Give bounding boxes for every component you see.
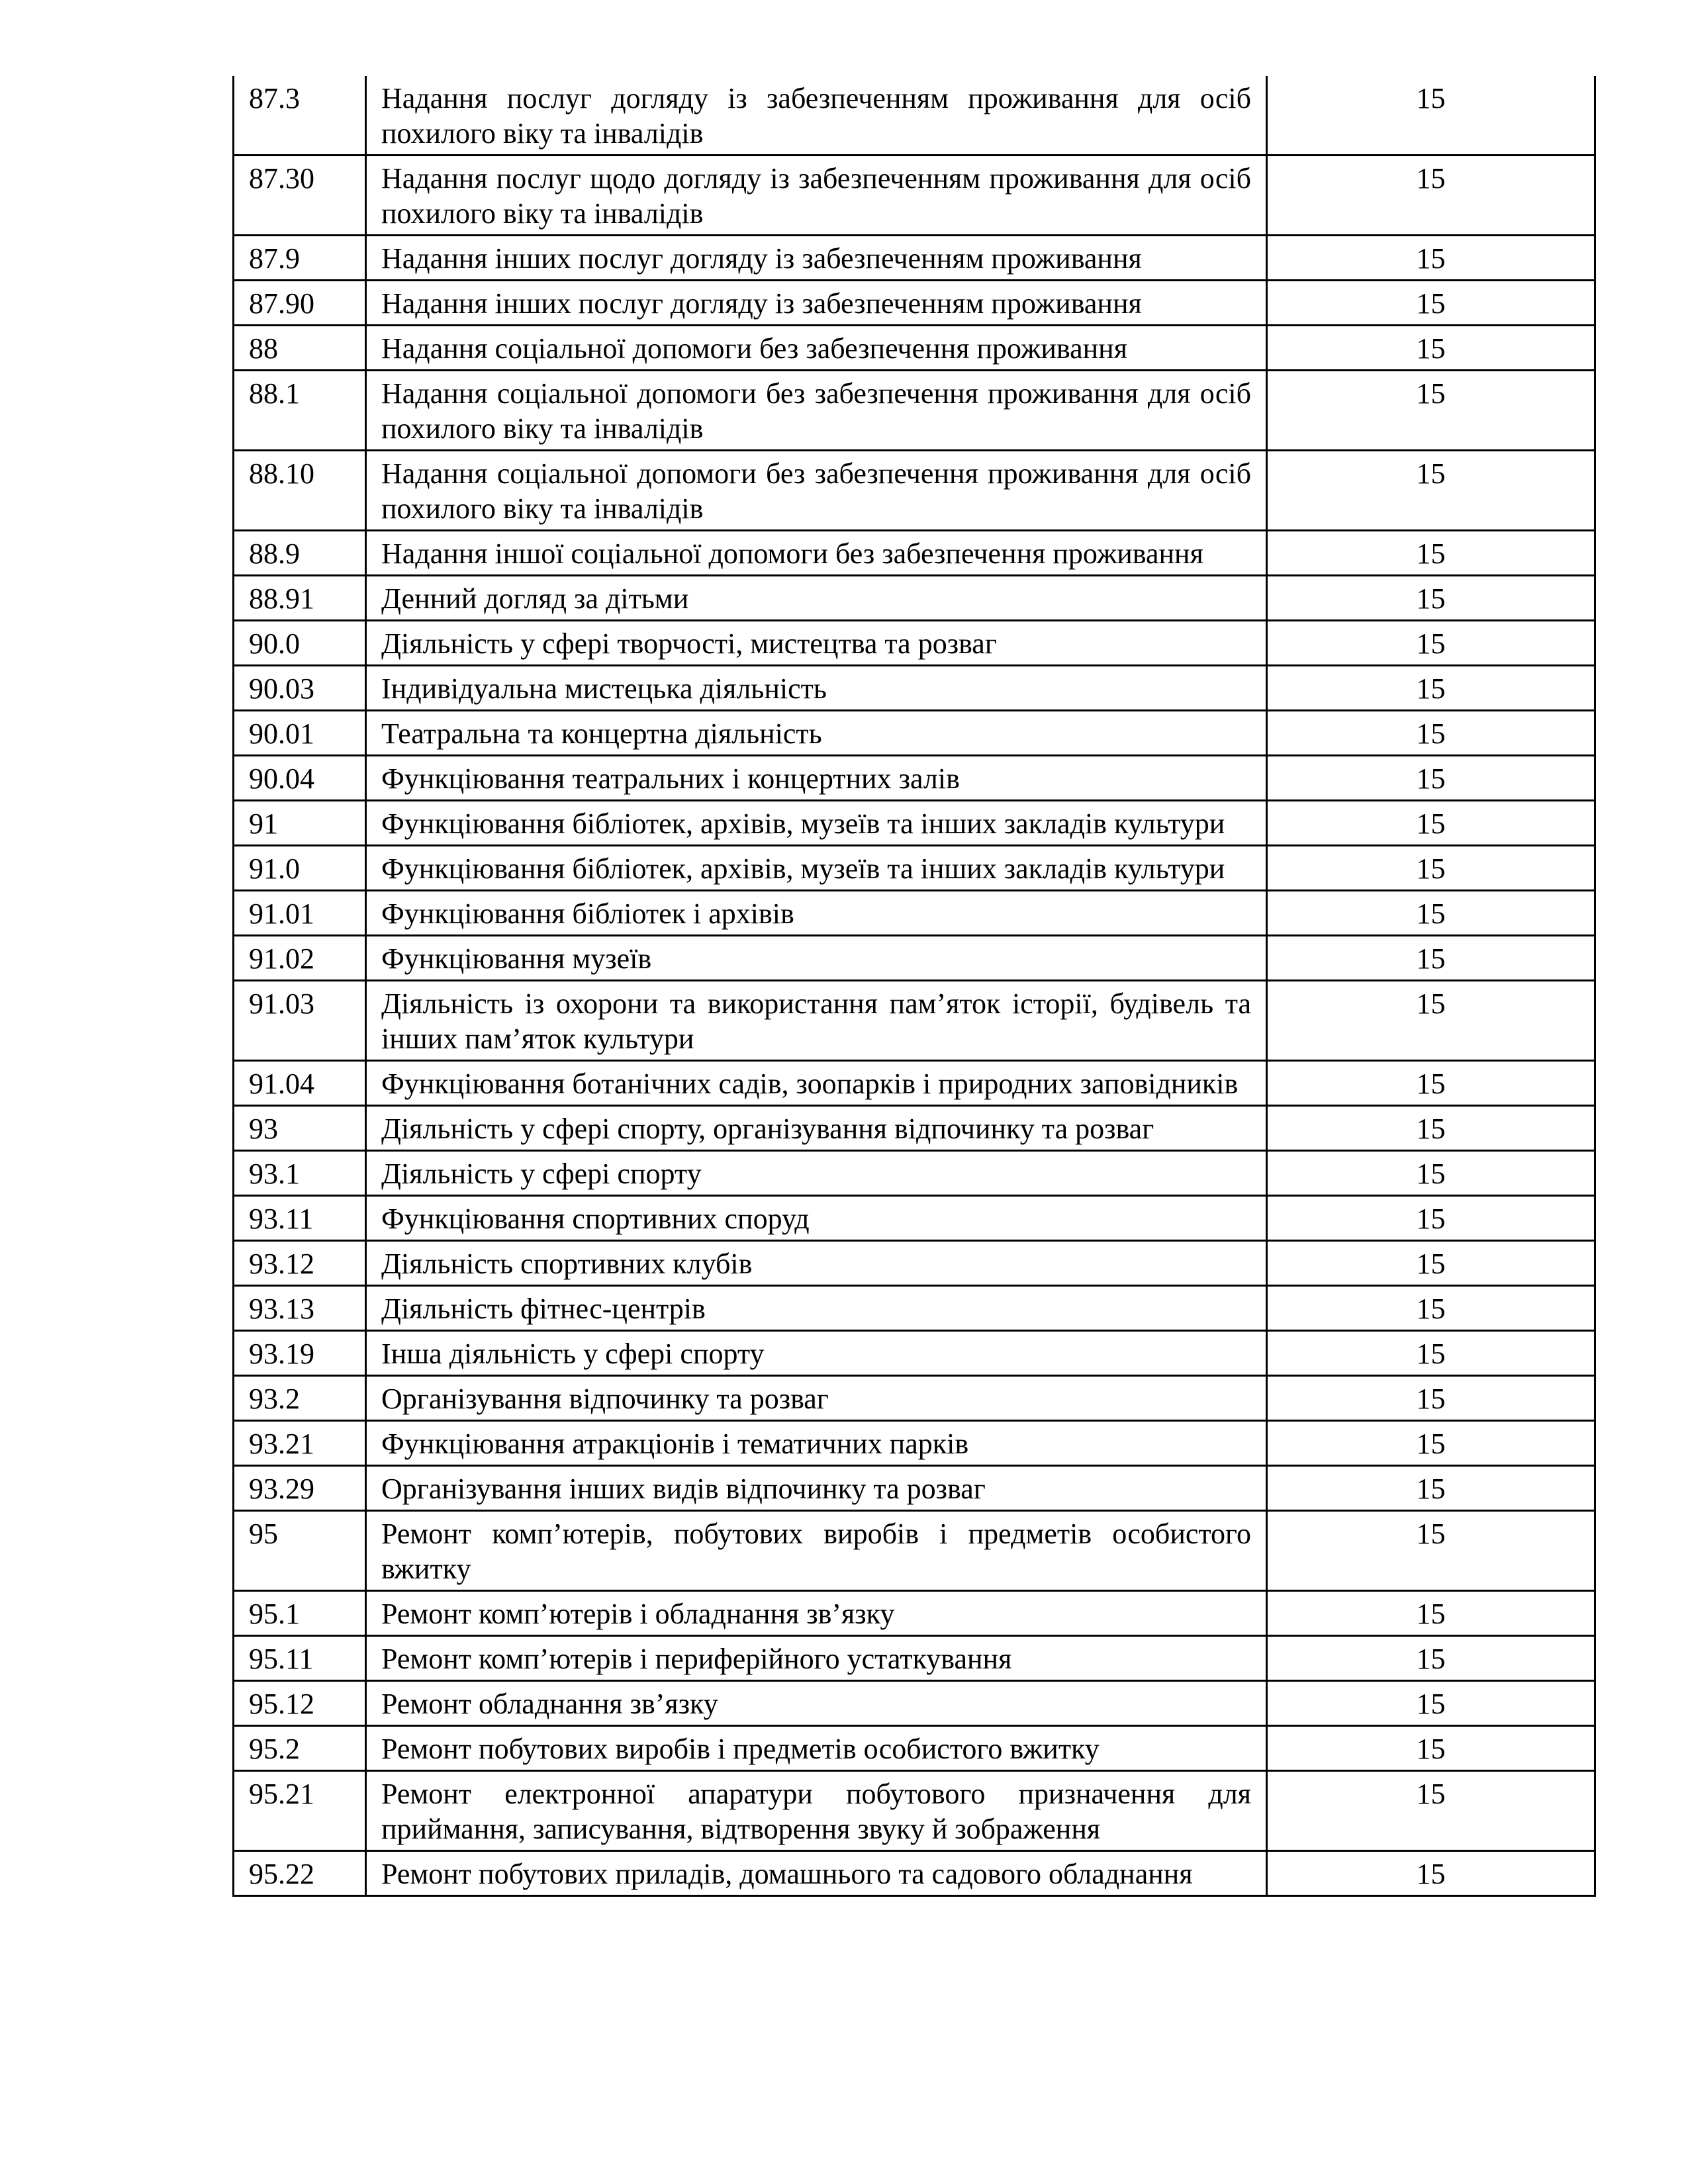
table-row bbox=[234, 326, 1595, 371]
description-cell: Надання інших послуг догляду із забезпеченням проживання bbox=[366, 281, 1267, 326]
code-cell: 90.01 bbox=[234, 711, 366, 756]
description-cell: Функціювання музеїв bbox=[366, 936, 1267, 981]
value-cell: 15 bbox=[1267, 281, 1595, 326]
value-cell: 15 bbox=[1267, 1061, 1595, 1106]
value-cell: 15 bbox=[1267, 1681, 1595, 1726]
value-cell: 15 bbox=[1267, 1466, 1595, 1511]
value-cell: 15 bbox=[1267, 1331, 1595, 1376]
description-cell: Надання соціальної допомоги без забезпечення проживання для осіб похилого віку та інвалідів bbox=[366, 451, 1267, 531]
description-cell: Індивідуальна мистецька діяльність bbox=[366, 666, 1267, 711]
description-cell: Функціювання бібліотек і архівів bbox=[366, 891, 1267, 936]
code-cell: 88.1 bbox=[234, 371, 366, 451]
value-cell: 15 bbox=[1267, 326, 1595, 371]
description-cell: Надання інших послуг догляду із забезпеченням проживання bbox=[366, 236, 1267, 281]
value-cell: 15 bbox=[1267, 531, 1595, 576]
value-cell: 15 bbox=[1267, 1106, 1595, 1151]
value-cell: 15 bbox=[1267, 1726, 1595, 1771]
code-cell: 87.9 bbox=[234, 236, 366, 281]
value-cell: 15 bbox=[1267, 371, 1595, 451]
description-cell: Організування інших видів відпочинку та розваг bbox=[366, 1466, 1267, 1511]
code-cell: 93.12 bbox=[234, 1241, 366, 1286]
table-row bbox=[234, 1106, 1595, 1151]
code-cell: 90.0 bbox=[234, 621, 366, 666]
table-row bbox=[234, 1151, 1595, 1196]
code-cell: 88.10 bbox=[234, 451, 366, 531]
table-row bbox=[234, 531, 1595, 576]
code-cell: 95.12 bbox=[234, 1681, 366, 1726]
table-row bbox=[234, 891, 1595, 936]
table-row bbox=[234, 1681, 1595, 1726]
code-cell: 88 bbox=[234, 326, 366, 371]
table-row bbox=[234, 1851, 1595, 1896]
table-row bbox=[234, 1286, 1595, 1331]
code-cell: 88.91 bbox=[234, 576, 366, 621]
code-cell: 95 bbox=[234, 1511, 366, 1591]
code-cell: 90.04 bbox=[234, 756, 366, 801]
description-cell: Ремонт комп’ютерів і периферійного устаткування bbox=[366, 1636, 1267, 1681]
description-cell: Діяльність спортивних клубів bbox=[366, 1241, 1267, 1286]
code-cell: 93.29 bbox=[234, 1466, 366, 1511]
value-cell: 15 bbox=[1267, 1771, 1595, 1851]
description-cell: Функціювання атракціонів і тематичних парків bbox=[366, 1421, 1267, 1466]
description-cell: Діяльність у сфері спорту bbox=[366, 1151, 1267, 1196]
code-cell: 93 bbox=[234, 1106, 366, 1151]
table-row bbox=[234, 76, 1595, 156]
value-cell: 15 bbox=[1267, 666, 1595, 711]
value-cell: 15 bbox=[1267, 711, 1595, 756]
table-row bbox=[234, 621, 1595, 666]
description-cell: Ремонт комп’ютерів, побутових виробів і предметів особистого вжитку bbox=[366, 1511, 1267, 1591]
value-cell: 15 bbox=[1267, 156, 1595, 236]
value-cell: 15 bbox=[1267, 981, 1595, 1061]
table-body bbox=[234, 76, 1595, 1896]
table-row bbox=[234, 756, 1595, 801]
code-cell: 91.04 bbox=[234, 1061, 366, 1106]
table-row bbox=[234, 981, 1595, 1061]
description-cell: Діяльність у сфері творчості, мистецтва та розваг bbox=[366, 621, 1267, 666]
code-cell: 90.03 bbox=[234, 666, 366, 711]
value-cell: 15 bbox=[1267, 451, 1595, 531]
code-cell: 93.21 bbox=[234, 1421, 366, 1466]
code-cell: 93.11 bbox=[234, 1196, 366, 1241]
code-cell: 93.1 bbox=[234, 1151, 366, 1196]
description-cell: Функціювання бібліотек, архівів, музеїв та інших закладів культури bbox=[366, 801, 1267, 846]
code-cell: 91.0 bbox=[234, 846, 366, 891]
activity-codes-table bbox=[232, 76, 1596, 1897]
code-cell: 93.19 bbox=[234, 1331, 366, 1376]
table-row bbox=[234, 1591, 1595, 1636]
code-cell: 91 bbox=[234, 801, 366, 846]
value-cell: 15 bbox=[1267, 801, 1595, 846]
value-cell: 15 bbox=[1267, 1151, 1595, 1196]
description-cell: Організування відпочинку та розваг bbox=[366, 1376, 1267, 1421]
value-cell: 15 bbox=[1267, 1286, 1595, 1331]
description-cell: Надання соціальної допомоги без забезпечення проживання для осіб похилого віку та інвалідів bbox=[366, 371, 1267, 451]
table-row bbox=[234, 666, 1595, 711]
value-cell: 15 bbox=[1267, 576, 1595, 621]
value-cell: 15 bbox=[1267, 621, 1595, 666]
table-row bbox=[234, 281, 1595, 326]
code-cell: 95.1 bbox=[234, 1591, 366, 1636]
description-cell: Ремонт побутових виробів і предметів особистого вжитку bbox=[366, 1726, 1267, 1771]
code-cell: 87.90 bbox=[234, 281, 366, 326]
description-cell: Надання послуг догляду із забезпеченням проживання для осіб похилого віку та інвалідів bbox=[366, 76, 1267, 156]
code-cell: 91.02 bbox=[234, 936, 366, 981]
code-cell: 95.21 bbox=[234, 1771, 366, 1851]
table-row bbox=[234, 846, 1595, 891]
value-cell: 15 bbox=[1267, 1636, 1595, 1681]
table-row bbox=[234, 1771, 1595, 1851]
description-cell: Діяльність фітнес-центрів bbox=[366, 1286, 1267, 1331]
description-cell: Діяльність у сфері спорту, організування відпочинку та розваг bbox=[366, 1106, 1267, 1151]
description-cell: Надання іншої соціальної допомоги без забезпечення проживання bbox=[366, 531, 1267, 576]
description-cell: Надання соціальної допомоги без забезпечення проживання bbox=[366, 326, 1267, 371]
description-cell: Ремонт побутових приладів, домашнього та садового обладнання bbox=[366, 1851, 1267, 1896]
code-cell: 95.11 bbox=[234, 1636, 366, 1681]
table-row bbox=[234, 936, 1595, 981]
value-cell: 15 bbox=[1267, 1421, 1595, 1466]
code-cell: 87.3 bbox=[234, 76, 366, 156]
table-row bbox=[234, 1241, 1595, 1286]
table-row bbox=[234, 1636, 1595, 1681]
value-cell: 15 bbox=[1267, 1851, 1595, 1896]
code-cell: 87.30 bbox=[234, 156, 366, 236]
value-cell: 15 bbox=[1267, 891, 1595, 936]
description-cell: Ремонт електронної апаратури побутового призначення для приймання, записування, відтворення звуку й зображення bbox=[366, 1771, 1267, 1851]
table-row bbox=[234, 1376, 1595, 1421]
table-row bbox=[234, 801, 1595, 846]
table-row bbox=[234, 576, 1595, 621]
description-cell: Інша діяльність у сфері спорту bbox=[366, 1331, 1267, 1376]
description-cell: Функціювання спортивних споруд bbox=[366, 1196, 1267, 1241]
description-cell: Театральна та концертна діяльність bbox=[366, 711, 1267, 756]
description-cell: Надання послуг щодо догляду із забезпеченням проживання для осіб похилого віку та інвалідів bbox=[366, 156, 1267, 236]
description-cell: Функціювання бібліотек, архівів, музеїв та інших закладів культури bbox=[366, 846, 1267, 891]
code-cell: 93.13 bbox=[234, 1286, 366, 1331]
table-row bbox=[234, 1511, 1595, 1591]
table-row bbox=[234, 1421, 1595, 1466]
table-row bbox=[234, 1466, 1595, 1511]
table-row bbox=[234, 1061, 1595, 1106]
description-cell: Ремонт комп’ютерів і обладнання зв’язку bbox=[366, 1591, 1267, 1636]
code-cell: 91.03 bbox=[234, 981, 366, 1061]
value-cell: 15 bbox=[1267, 846, 1595, 891]
description-cell: Діяльність із охорони та використання пам’яток історії, будівель та інших пам’яток культури bbox=[366, 981, 1267, 1061]
code-cell: 91.01 bbox=[234, 891, 366, 936]
value-cell: 15 bbox=[1267, 1511, 1595, 1591]
table-row bbox=[234, 1726, 1595, 1771]
table-row bbox=[234, 711, 1595, 756]
description-cell: Функціювання ботанічних садів, зоопарків і природних заповідників bbox=[366, 1061, 1267, 1106]
value-cell: 15 bbox=[1267, 1241, 1595, 1286]
value-cell: 15 bbox=[1267, 1591, 1595, 1636]
description-cell: Денний догляд за дітьми bbox=[366, 576, 1267, 621]
code-cell: 88.9 bbox=[234, 531, 366, 576]
table-row bbox=[234, 1196, 1595, 1241]
value-cell: 15 bbox=[1267, 1376, 1595, 1421]
value-cell: 15 bbox=[1267, 756, 1595, 801]
value-cell: 15 bbox=[1267, 936, 1595, 981]
table-row bbox=[234, 451, 1595, 531]
code-cell: 93.2 bbox=[234, 1376, 366, 1421]
description-cell: Ремонт обладнання зв’язку bbox=[366, 1681, 1267, 1726]
table-row bbox=[234, 1331, 1595, 1376]
table-row bbox=[234, 236, 1595, 281]
table-row bbox=[234, 156, 1595, 236]
value-cell: 15 bbox=[1267, 236, 1595, 281]
description-cell: Функціювання театральних і концертних залів bbox=[366, 756, 1267, 801]
value-cell: 15 bbox=[1267, 76, 1595, 156]
value-cell: 15 bbox=[1267, 1196, 1595, 1241]
table-row bbox=[234, 371, 1595, 451]
code-cell: 95.22 bbox=[234, 1851, 366, 1896]
code-cell: 95.2 bbox=[234, 1726, 366, 1771]
